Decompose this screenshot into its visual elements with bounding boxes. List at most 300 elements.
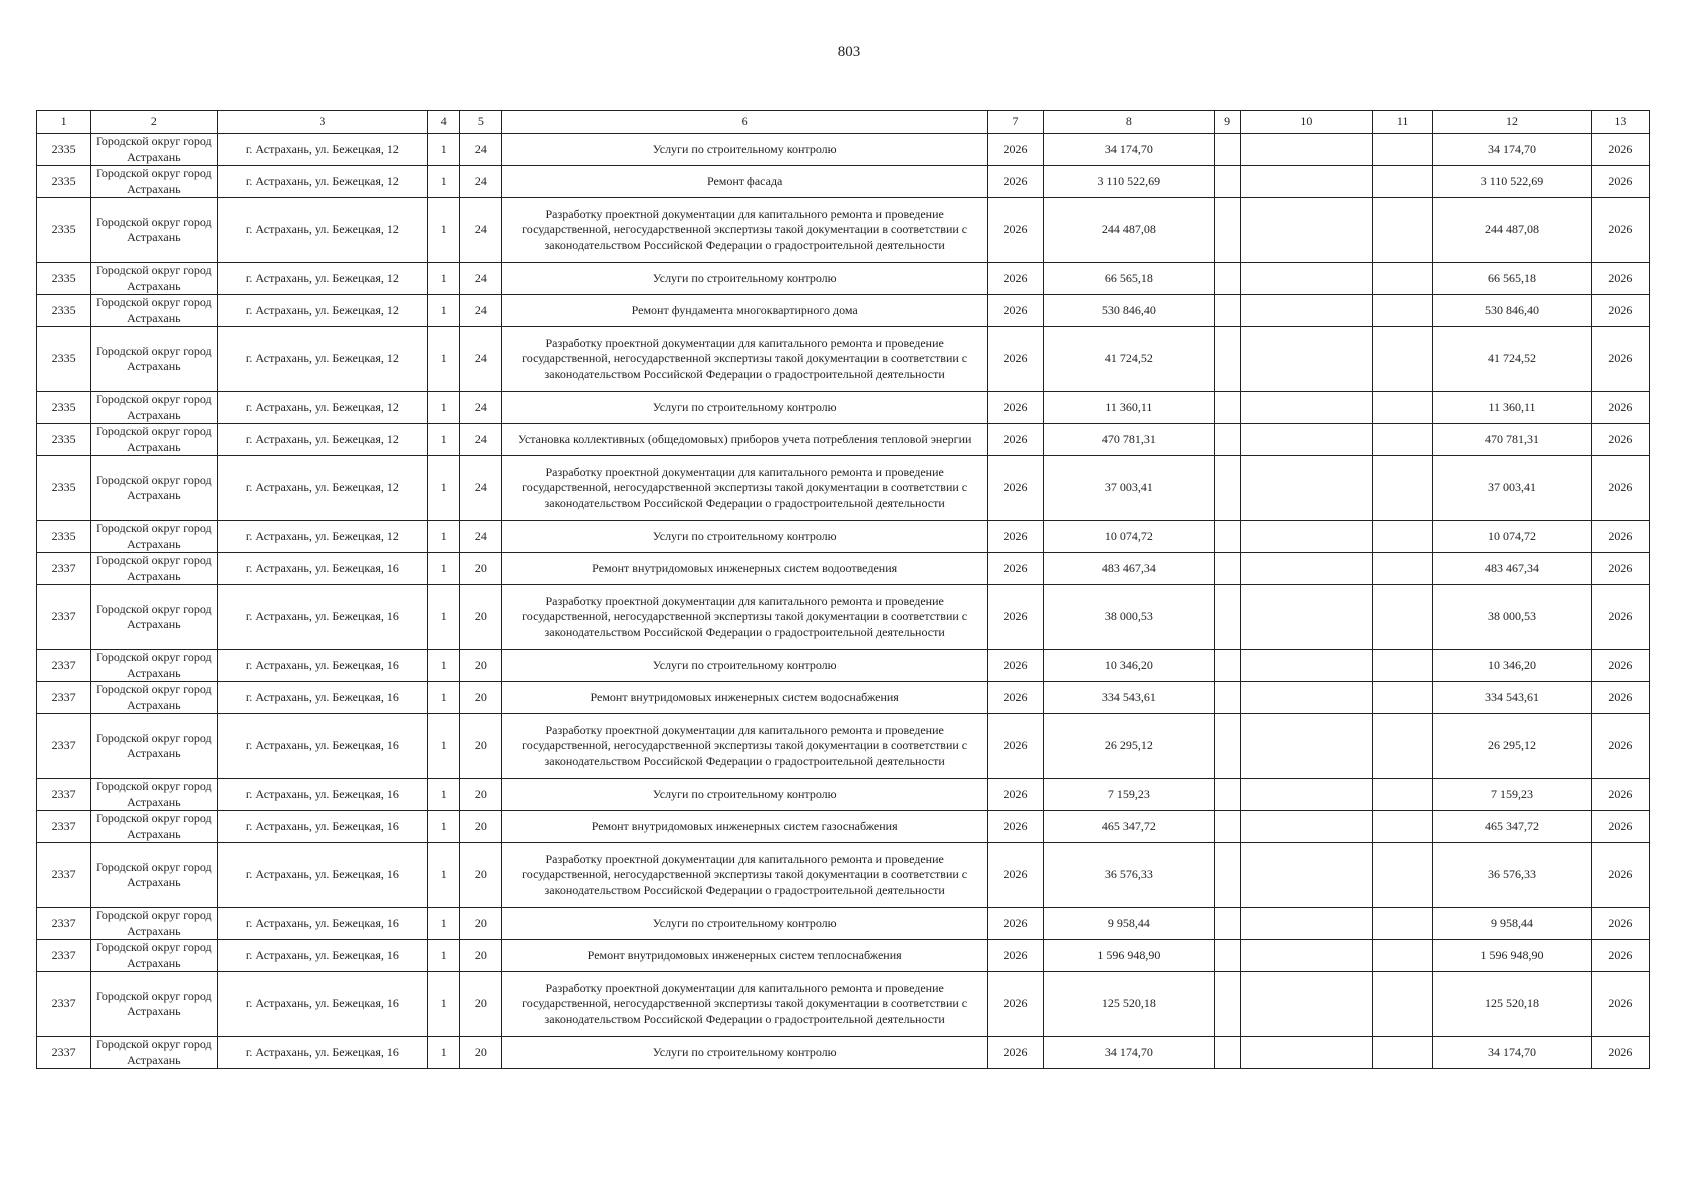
col4-cell: 1 xyxy=(428,456,460,521)
completion-year-cell: 2026 xyxy=(1591,1037,1649,1069)
municipality-cell: Городской округ город Астрахань xyxy=(91,682,217,714)
total-cost-cell: 9 958,44 xyxy=(1044,908,1215,940)
register-number-cell: 2335 xyxy=(37,295,91,327)
work-type-cell: Ремонт внутридомовых инженерных систем водоснабжения xyxy=(502,682,988,714)
address-cell: г. Астрахань, ул. Бежецкая, 16 xyxy=(217,908,428,940)
year-cell: 2026 xyxy=(987,714,1043,779)
completion-year-cell: 2026 xyxy=(1591,843,1649,908)
col-header: 9 xyxy=(1214,111,1240,134)
fund-cost-cell: 38 000,53 xyxy=(1433,585,1591,650)
col9-cell xyxy=(1214,198,1240,263)
work-type-cell: Услуги по строительному контролю xyxy=(502,650,988,682)
year-cell: 2026 xyxy=(987,327,1043,392)
total-cost-cell: 530 846,40 xyxy=(1044,295,1215,327)
col4-cell: 1 xyxy=(428,585,460,650)
table-row xyxy=(37,940,1650,972)
col11-cell xyxy=(1373,134,1433,166)
col4-cell: 1 xyxy=(428,682,460,714)
col5-cell: 24 xyxy=(460,198,502,263)
col4-cell: 1 xyxy=(428,263,460,295)
total-cost-cell: 36 576,33 xyxy=(1044,843,1215,908)
col11-cell xyxy=(1373,908,1433,940)
fund-cost-cell: 465 347,72 xyxy=(1433,811,1591,843)
table-row xyxy=(37,295,1650,327)
municipality-cell: Городской округ город Астрахань xyxy=(91,811,217,843)
col4-cell: 1 xyxy=(428,908,460,940)
year-cell: 2026 xyxy=(987,166,1043,198)
fund-cost-cell: 66 565,18 xyxy=(1433,263,1591,295)
municipality-cell: Городской округ город Астрахань xyxy=(91,166,217,198)
completion-year-cell: 2026 xyxy=(1591,198,1649,263)
completion-year-cell: 2026 xyxy=(1591,682,1649,714)
col10-cell xyxy=(1240,714,1372,779)
col-header: 12 xyxy=(1433,111,1591,134)
completion-year-cell: 2026 xyxy=(1591,327,1649,392)
table-row xyxy=(37,682,1650,714)
register-number-cell: 2335 xyxy=(37,456,91,521)
completion-year-cell: 2026 xyxy=(1591,585,1649,650)
completion-year-cell: 2026 xyxy=(1591,424,1649,456)
col11-cell xyxy=(1373,521,1433,553)
year-cell: 2026 xyxy=(987,843,1043,908)
municipality-cell: Городской округ город Астрахань xyxy=(91,940,217,972)
municipality-cell: Городской округ город Астрахань xyxy=(91,972,217,1037)
col10-cell xyxy=(1240,972,1372,1037)
completion-year-cell: 2026 xyxy=(1591,940,1649,972)
col4-cell: 1 xyxy=(428,940,460,972)
fund-cost-cell: 26 295,12 xyxy=(1433,714,1591,779)
col10-cell xyxy=(1240,650,1372,682)
table-row xyxy=(37,198,1650,263)
col5-cell: 24 xyxy=(460,456,502,521)
col5-cell: 20 xyxy=(460,972,502,1037)
total-cost-cell: 465 347,72 xyxy=(1044,811,1215,843)
col11-cell xyxy=(1373,585,1433,650)
col4-cell: 1 xyxy=(428,553,460,585)
col5-cell: 24 xyxy=(460,295,502,327)
year-cell: 2026 xyxy=(987,779,1043,811)
col9-cell xyxy=(1214,650,1240,682)
fund-cost-cell: 1 596 948,90 xyxy=(1433,940,1591,972)
address-cell: г. Астрахань, ул. Бежецкая, 16 xyxy=(217,650,428,682)
table-row xyxy=(37,650,1650,682)
col5-cell: 24 xyxy=(460,392,502,424)
work-type-cell: Услуги по строительному контролю xyxy=(502,908,988,940)
col11-cell xyxy=(1373,779,1433,811)
col5-cell: 24 xyxy=(460,424,502,456)
register-number-cell: 2335 xyxy=(37,134,91,166)
municipality-cell: Городской округ город Астрахань xyxy=(91,908,217,940)
work-type-cell: Разработку проектной документации для капитального ремонта и проведение государственной, негосударственной экспертизы такой документации в соответствии с законодательством Российской Федерации о градостроительной деятельности xyxy=(502,456,988,521)
table-row xyxy=(37,843,1650,908)
col9-cell xyxy=(1214,295,1240,327)
work-type-cell: Услуги по строительному контролю xyxy=(502,779,988,811)
address-cell: г. Астрахань, ул. Бежецкая, 16 xyxy=(217,940,428,972)
table-row xyxy=(37,456,1650,521)
register-number-cell: 2337 xyxy=(37,585,91,650)
year-cell: 2026 xyxy=(987,263,1043,295)
total-cost-cell: 1 596 948,90 xyxy=(1044,940,1215,972)
address-cell: г. Астрахань, ул. Бежецкая, 16 xyxy=(217,585,428,650)
col9-cell xyxy=(1214,779,1240,811)
address-cell: г. Астрахань, ул. Бежецкая, 12 xyxy=(217,327,428,392)
col5-cell: 24 xyxy=(460,263,502,295)
col9-cell xyxy=(1214,811,1240,843)
total-cost-cell: 38 000,53 xyxy=(1044,585,1215,650)
fund-cost-cell: 36 576,33 xyxy=(1433,843,1591,908)
total-cost-cell: 37 003,41 xyxy=(1044,456,1215,521)
year-cell: 2026 xyxy=(987,553,1043,585)
year-cell: 2026 xyxy=(987,198,1043,263)
col10-cell xyxy=(1240,327,1372,392)
address-cell: г. Астрахань, ул. Бежецкая, 12 xyxy=(217,295,428,327)
col9-cell xyxy=(1214,134,1240,166)
total-cost-cell: 34 174,70 xyxy=(1044,134,1215,166)
col-header: 7 xyxy=(987,111,1043,134)
work-type-cell: Разработку проектной документации для капитального ремонта и проведение государственной, негосударственной экспертизы такой документации в соответствии с законодательством Российской Федерации о градостроительной деятельности xyxy=(502,327,988,392)
col10-cell xyxy=(1240,424,1372,456)
table-body xyxy=(37,134,1650,1069)
completion-year-cell: 2026 xyxy=(1591,295,1649,327)
col9-cell xyxy=(1214,553,1240,585)
year-cell: 2026 xyxy=(987,521,1043,553)
completion-year-cell: 2026 xyxy=(1591,908,1649,940)
address-cell: г. Астрахань, ул. Бежецкая, 16 xyxy=(217,972,428,1037)
year-cell: 2026 xyxy=(987,1037,1043,1069)
col11-cell xyxy=(1373,940,1433,972)
total-cost-cell: 66 565,18 xyxy=(1044,263,1215,295)
fund-cost-cell: 470 781,31 xyxy=(1433,424,1591,456)
register-number-cell: 2337 xyxy=(37,553,91,585)
year-cell: 2026 xyxy=(987,908,1043,940)
register-number-cell: 2335 xyxy=(37,424,91,456)
municipality-cell: Городской округ город Астрахань xyxy=(91,134,217,166)
col11-cell xyxy=(1373,166,1433,198)
col10-cell xyxy=(1240,198,1372,263)
col9-cell xyxy=(1214,972,1240,1037)
register-number-cell: 2337 xyxy=(37,972,91,1037)
fund-cost-cell: 125 520,18 xyxy=(1433,972,1591,1037)
address-cell: г. Астрахань, ул. Бежецкая, 12 xyxy=(217,263,428,295)
col10-cell xyxy=(1240,295,1372,327)
col11-cell xyxy=(1373,553,1433,585)
municipality-cell: Городской округ город Астрахань xyxy=(91,198,217,263)
address-cell: г. Астрахань, ул. Бежецкая, 16 xyxy=(217,682,428,714)
work-type-cell: Ремонт фундамента многоквартирного дома xyxy=(502,295,988,327)
completion-year-cell: 2026 xyxy=(1591,521,1649,553)
col5-cell: 20 xyxy=(460,779,502,811)
register-number-cell: 2337 xyxy=(37,779,91,811)
col5-cell: 20 xyxy=(460,650,502,682)
col10-cell xyxy=(1240,940,1372,972)
col10-cell xyxy=(1240,908,1372,940)
address-cell: г. Астрахань, ул. Бежецкая, 12 xyxy=(217,424,428,456)
col10-cell xyxy=(1240,392,1372,424)
completion-year-cell: 2026 xyxy=(1591,134,1649,166)
year-cell: 2026 xyxy=(987,456,1043,521)
register-number-cell: 2335 xyxy=(37,327,91,392)
col10-cell xyxy=(1240,553,1372,585)
col9-cell xyxy=(1214,1037,1240,1069)
fund-cost-cell: 7 159,23 xyxy=(1433,779,1591,811)
total-cost-cell: 7 159,23 xyxy=(1044,779,1215,811)
col11-cell xyxy=(1373,1037,1433,1069)
work-type-cell: Ремонт фасада xyxy=(502,166,988,198)
col5-cell: 20 xyxy=(460,585,502,650)
col4-cell: 1 xyxy=(428,1037,460,1069)
fund-cost-cell: 34 174,70 xyxy=(1433,134,1591,166)
address-cell: г. Астрахань, ул. Бежецкая, 12 xyxy=(217,134,428,166)
col10-cell xyxy=(1240,263,1372,295)
work-type-cell: Услуги по строительному контролю xyxy=(502,134,988,166)
completion-year-cell: 2026 xyxy=(1591,714,1649,779)
table-row xyxy=(37,714,1650,779)
col11-cell xyxy=(1373,714,1433,779)
col9-cell xyxy=(1214,392,1240,424)
col-header: 5 xyxy=(460,111,502,134)
col10-cell xyxy=(1240,682,1372,714)
col4-cell: 1 xyxy=(428,811,460,843)
col-header: 4 xyxy=(428,111,460,134)
col5-cell: 20 xyxy=(460,908,502,940)
work-type-cell: Разработку проектной документации для капитального ремонта и проведение государственной, негосударственной экспертизы такой документации в соответствии с законодательством Российской Федерации о градостроительной деятельности xyxy=(502,198,988,263)
completion-year-cell: 2026 xyxy=(1591,456,1649,521)
col-header: 11 xyxy=(1373,111,1433,134)
year-cell: 2026 xyxy=(987,392,1043,424)
completion-year-cell: 2026 xyxy=(1591,779,1649,811)
col9-cell xyxy=(1214,263,1240,295)
col5-cell: 20 xyxy=(460,843,502,908)
table-row xyxy=(37,263,1650,295)
col4-cell: 1 xyxy=(428,327,460,392)
municipality-cell: Городской округ город Астрахань xyxy=(91,456,217,521)
municipality-cell: Городской округ город Астрахань xyxy=(91,295,217,327)
table-row xyxy=(37,811,1650,843)
table-row xyxy=(37,908,1650,940)
municipality-cell: Городской округ город Астрахань xyxy=(91,263,217,295)
col11-cell xyxy=(1373,263,1433,295)
municipality-cell: Городской округ город Астрахань xyxy=(91,553,217,585)
col9-cell xyxy=(1214,424,1240,456)
col4-cell: 1 xyxy=(428,779,460,811)
work-type-cell: Услуги по строительному контролю xyxy=(502,1037,988,1069)
municipality-cell: Городской округ город Астрахань xyxy=(91,1037,217,1069)
completion-year-cell: 2026 xyxy=(1591,650,1649,682)
address-cell: г. Астрахань, ул. Бежецкая, 12 xyxy=(217,166,428,198)
fund-cost-cell: 41 724,52 xyxy=(1433,327,1591,392)
fund-cost-cell: 334 543,61 xyxy=(1433,682,1591,714)
total-cost-cell: 483 467,34 xyxy=(1044,553,1215,585)
register-number-cell: 2337 xyxy=(37,843,91,908)
col4-cell: 1 xyxy=(428,295,460,327)
col4-cell: 1 xyxy=(428,134,460,166)
register-number-cell: 2335 xyxy=(37,392,91,424)
col4-cell: 1 xyxy=(428,166,460,198)
col-header: 1 xyxy=(37,111,91,134)
table-row xyxy=(37,166,1650,198)
total-cost-cell: 26 295,12 xyxy=(1044,714,1215,779)
col9-cell xyxy=(1214,521,1240,553)
col-header: 6 xyxy=(502,111,988,134)
col-header: 8 xyxy=(1044,111,1215,134)
work-type-cell: Разработку проектной документации для капитального ремонта и проведение государственной, негосударственной экспертизы такой документации в соответствии с законодательством Российской Федерации о градостроительной деятельности xyxy=(502,585,988,650)
col10-cell xyxy=(1240,134,1372,166)
column-number-row xyxy=(37,111,1650,134)
municipality-cell: Городской округ город Астрахань xyxy=(91,714,217,779)
col11-cell xyxy=(1373,295,1433,327)
work-type-cell: Разработку проектной документации для капитального ремонта и проведение государственной, негосударственной экспертизы такой документации в соответствии с законодательством Российской Федерации о градостроительной деятельности xyxy=(502,972,988,1037)
col11-cell xyxy=(1373,327,1433,392)
col5-cell: 20 xyxy=(460,811,502,843)
total-cost-cell: 34 174,70 xyxy=(1044,1037,1215,1069)
col9-cell xyxy=(1214,682,1240,714)
col10-cell xyxy=(1240,521,1372,553)
total-cost-cell: 244 487,08 xyxy=(1044,198,1215,263)
col4-cell: 1 xyxy=(428,972,460,1037)
col-header: 10 xyxy=(1240,111,1372,134)
fund-cost-cell: 34 174,70 xyxy=(1433,1037,1591,1069)
table-row xyxy=(37,134,1650,166)
col4-cell: 1 xyxy=(428,714,460,779)
register-number-cell: 2335 xyxy=(37,521,91,553)
register-number-cell: 2337 xyxy=(37,940,91,972)
table-row xyxy=(37,392,1650,424)
fund-cost-cell: 10 346,20 xyxy=(1433,650,1591,682)
register-number-cell: 2337 xyxy=(37,682,91,714)
col5-cell: 20 xyxy=(460,940,502,972)
register-number-cell: 2335 xyxy=(37,166,91,198)
total-cost-cell: 334 543,61 xyxy=(1044,682,1215,714)
col10-cell xyxy=(1240,779,1372,811)
col5-cell: 24 xyxy=(460,134,502,166)
col11-cell xyxy=(1373,972,1433,1037)
col4-cell: 1 xyxy=(428,392,460,424)
completion-year-cell: 2026 xyxy=(1591,972,1649,1037)
year-cell: 2026 xyxy=(987,650,1043,682)
col11-cell xyxy=(1373,424,1433,456)
completion-year-cell: 2026 xyxy=(1591,263,1649,295)
municipality-cell: Городской округ город Астрахань xyxy=(91,392,217,424)
col9-cell xyxy=(1214,908,1240,940)
capital-repair-table xyxy=(36,110,1650,1069)
col5-cell: 20 xyxy=(460,1037,502,1069)
total-cost-cell: 41 724,52 xyxy=(1044,327,1215,392)
col10-cell xyxy=(1240,166,1372,198)
col10-cell xyxy=(1240,585,1372,650)
address-cell: г. Астрахань, ул. Бежецкая, 16 xyxy=(217,1037,428,1069)
col10-cell xyxy=(1240,1037,1372,1069)
year-cell: 2026 xyxy=(987,940,1043,972)
col4-cell: 1 xyxy=(428,650,460,682)
table-row xyxy=(37,521,1650,553)
year-cell: 2026 xyxy=(987,295,1043,327)
col11-cell xyxy=(1373,392,1433,424)
register-number-cell: 2337 xyxy=(37,811,91,843)
fund-cost-cell: 11 360,11 xyxy=(1433,392,1591,424)
year-cell: 2026 xyxy=(987,424,1043,456)
fund-cost-cell: 37 003,41 xyxy=(1433,456,1591,521)
municipality-cell: Городской округ город Астрахань xyxy=(91,424,217,456)
col10-cell xyxy=(1240,843,1372,908)
completion-year-cell: 2026 xyxy=(1591,392,1649,424)
col4-cell: 1 xyxy=(428,198,460,263)
address-cell: г. Астрахань, ул. Бежецкая, 12 xyxy=(217,456,428,521)
completion-year-cell: 2026 xyxy=(1591,811,1649,843)
address-cell: г. Астрахань, ул. Бежецкая, 12 xyxy=(217,521,428,553)
completion-year-cell: 2026 xyxy=(1591,553,1649,585)
table-row xyxy=(37,1037,1650,1069)
register-number-cell: 2337 xyxy=(37,1037,91,1069)
year-cell: 2026 xyxy=(987,585,1043,650)
work-type-cell: Установка коллективных (общедомовых) приборов учета потребления тепловой энергии xyxy=(502,424,988,456)
col5-cell: 20 xyxy=(460,714,502,779)
col11-cell xyxy=(1373,198,1433,263)
col11-cell xyxy=(1373,456,1433,521)
col5-cell: 24 xyxy=(460,327,502,392)
table-row xyxy=(37,779,1650,811)
col11-cell xyxy=(1373,843,1433,908)
work-type-cell: Разработку проектной документации для капитального ремонта и проведение государственной, негосударственной экспертизы такой документации в соответствии с законодательством Российской Федерации о градостроительной деятельности xyxy=(502,843,988,908)
address-cell: г. Астрахань, ул. Бежецкая, 16 xyxy=(217,843,428,908)
col10-cell xyxy=(1240,811,1372,843)
table-row xyxy=(37,327,1650,392)
col-header: 13 xyxy=(1591,111,1649,134)
col4-cell: 1 xyxy=(428,424,460,456)
address-cell: г. Астрахань, ул. Бежецкая, 16 xyxy=(217,811,428,843)
register-number-cell: 2335 xyxy=(37,198,91,263)
fund-cost-cell: 10 074,72 xyxy=(1433,521,1591,553)
year-cell: 2026 xyxy=(987,811,1043,843)
fund-cost-cell: 9 958,44 xyxy=(1433,908,1591,940)
municipality-cell: Городской округ город Астрахань xyxy=(91,327,217,392)
fund-cost-cell: 530 846,40 xyxy=(1433,295,1591,327)
address-cell: г. Астрахань, ул. Бежецкая, 16 xyxy=(217,553,428,585)
register-number-cell: 2337 xyxy=(37,714,91,779)
work-type-cell: Ремонт внутридомовых инженерных систем газоснабжения xyxy=(502,811,988,843)
col4-cell: 1 xyxy=(428,521,460,553)
col5-cell: 20 xyxy=(460,682,502,714)
year-cell: 2026 xyxy=(987,682,1043,714)
page-number: 803 xyxy=(837,44,861,60)
municipality-cell: Городской округ город Астрахань xyxy=(91,585,217,650)
total-cost-cell: 10 074,72 xyxy=(1044,521,1215,553)
col11-cell xyxy=(1373,811,1433,843)
col4-cell: 1 xyxy=(428,843,460,908)
work-type-cell: Разработку проектной документации для капитального ремонта и проведение государственной, негосударственной экспертизы такой документации в соответствии с законодательством Российской Федерации о градостроительной деятельности xyxy=(502,714,988,779)
col9-cell xyxy=(1214,940,1240,972)
register-number-cell: 2335 xyxy=(37,263,91,295)
col9-cell xyxy=(1214,327,1240,392)
address-cell: г. Астрахань, ул. Бежецкая, 12 xyxy=(217,198,428,263)
col5-cell: 24 xyxy=(460,166,502,198)
col10-cell xyxy=(1240,456,1372,521)
total-cost-cell: 3 110 522,69 xyxy=(1044,166,1215,198)
total-cost-cell: 10 346,20 xyxy=(1044,650,1215,682)
register-number-cell: 2337 xyxy=(37,908,91,940)
total-cost-cell: 125 520,18 xyxy=(1044,972,1215,1037)
col9-cell xyxy=(1214,843,1240,908)
work-type-cell: Услуги по строительному контролю xyxy=(502,521,988,553)
col11-cell xyxy=(1373,682,1433,714)
col5-cell: 20 xyxy=(460,553,502,585)
fund-cost-cell: 483 467,34 xyxy=(1433,553,1591,585)
col9-cell xyxy=(1214,714,1240,779)
address-cell: г. Астрахань, ул. Бежецкая, 12 xyxy=(217,392,428,424)
municipality-cell: Городской округ город Астрахань xyxy=(91,843,217,908)
address-cell: г. Астрахань, ул. Бежецкая, 16 xyxy=(217,779,428,811)
table-row xyxy=(37,553,1650,585)
col-header: 2 xyxy=(91,111,217,134)
